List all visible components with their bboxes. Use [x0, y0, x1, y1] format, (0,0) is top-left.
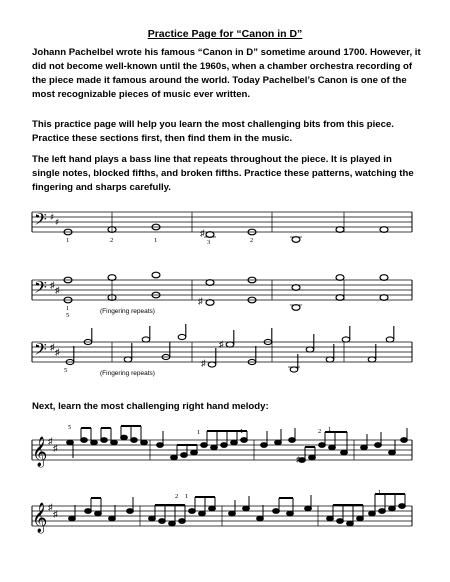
- staff1-fingerings: [66, 237, 253, 246]
- left-hand-paragraph: The left hand plays a bass line that repeats throughout the piece. It is played in single notes, blocked fifths, and broken fifths. Practice these patterns, watching the fingering and sharps carefully.: [32, 154, 414, 193]
- fingering-number: 1: [66, 237, 70, 244]
- treble-staff-melody-1: [32, 426, 412, 468]
- staff4-fingerings: [68, 424, 331, 436]
- fingering-number: 1: [154, 237, 158, 244]
- staff2-fingerings: [66, 305, 69, 319]
- svg-text:♯: ♯: [296, 455, 300, 464]
- treble-clef-icon: 𝄞: [32, 437, 48, 467]
- fingering-number: 1: [66, 305, 70, 312]
- svg-text:♯: ♯: [200, 228, 205, 238]
- svg-text:♯: ♯: [48, 502, 53, 512]
- treble-staff-melody-2: [32, 494, 412, 534]
- svg-text:𝄞: 𝄞: [32, 503, 48, 533]
- bass-staff-single-notes: [32, 209, 412, 242]
- svg-text:♯: ♯: [55, 347, 60, 357]
- svg-text:♯: ♯: [50, 280, 55, 290]
- fingering-number: 3: [207, 239, 211, 246]
- fingering-number: 5: [64, 367, 68, 374]
- fingering-number: 5: [66, 312, 70, 319]
- fingering-number: 2: [175, 493, 179, 500]
- svg-text:♯: ♯: [53, 509, 58, 519]
- svg-text:♯: ♯: [53, 443, 58, 453]
- fingering-number: 1: [328, 426, 332, 433]
- fingering-number: 2: [318, 428, 322, 435]
- svg-text:♯: ♯: [50, 213, 55, 223]
- fingering-number: 1: [378, 489, 382, 496]
- staff5-fingerings: [175, 489, 381, 500]
- fingering-number: 1: [197, 429, 201, 436]
- intro-paragraph: Johann Pachelbel wrote his famous “Canon in D” sometime around 1700. However, it did not become well-known until the 1960s, when a chamber orchestra recording of the piece made it famous around the world. Today Pachelbel’s Canon is one of the most recognizable pieces of music ever written.: [32, 47, 421, 100]
- svg-text:♯: ♯: [55, 285, 60, 295]
- fingering-repeats-note: (Fingering repeats): [100, 370, 155, 377]
- right-hand-paragraph: Next, learn the most challenging right hand melody:: [32, 401, 269, 412]
- svg-text:♯: ♯: [50, 342, 55, 352]
- svg-text:♯: ♯: [201, 358, 206, 368]
- svg-text:♯: ♯: [48, 436, 53, 446]
- fingering-number: 5: [68, 424, 72, 431]
- practice-paragraph: This practice page will help you learn the most challenging bits from this piece. Practice these sections first, then find them in the music.: [32, 119, 394, 144]
- fingering-number: 1: [240, 428, 244, 435]
- page-title: Practice Page for “Canon in D”: [147, 28, 303, 40]
- bass-staff-broken-fifths: [32, 324, 412, 372]
- bass-clef-icon: 𝄢: [34, 209, 47, 233]
- svg-text:𝄢: 𝄢: [34, 277, 47, 301]
- fingering-number: 2: [110, 237, 114, 244]
- svg-text:𝄢: 𝄢: [34, 339, 47, 363]
- svg-text:♯: ♯: [55, 218, 60, 228]
- fingering-number: 2: [250, 237, 254, 244]
- svg-text:♯: ♯: [219, 339, 224, 349]
- bass-staff-blocked-fifths: [32, 272, 412, 310]
- svg-text:♯: ♯: [198, 296, 203, 306]
- fingering-repeats-note: (Fingering repeats): [100, 308, 155, 315]
- fingering-number: 1: [185, 493, 189, 500]
